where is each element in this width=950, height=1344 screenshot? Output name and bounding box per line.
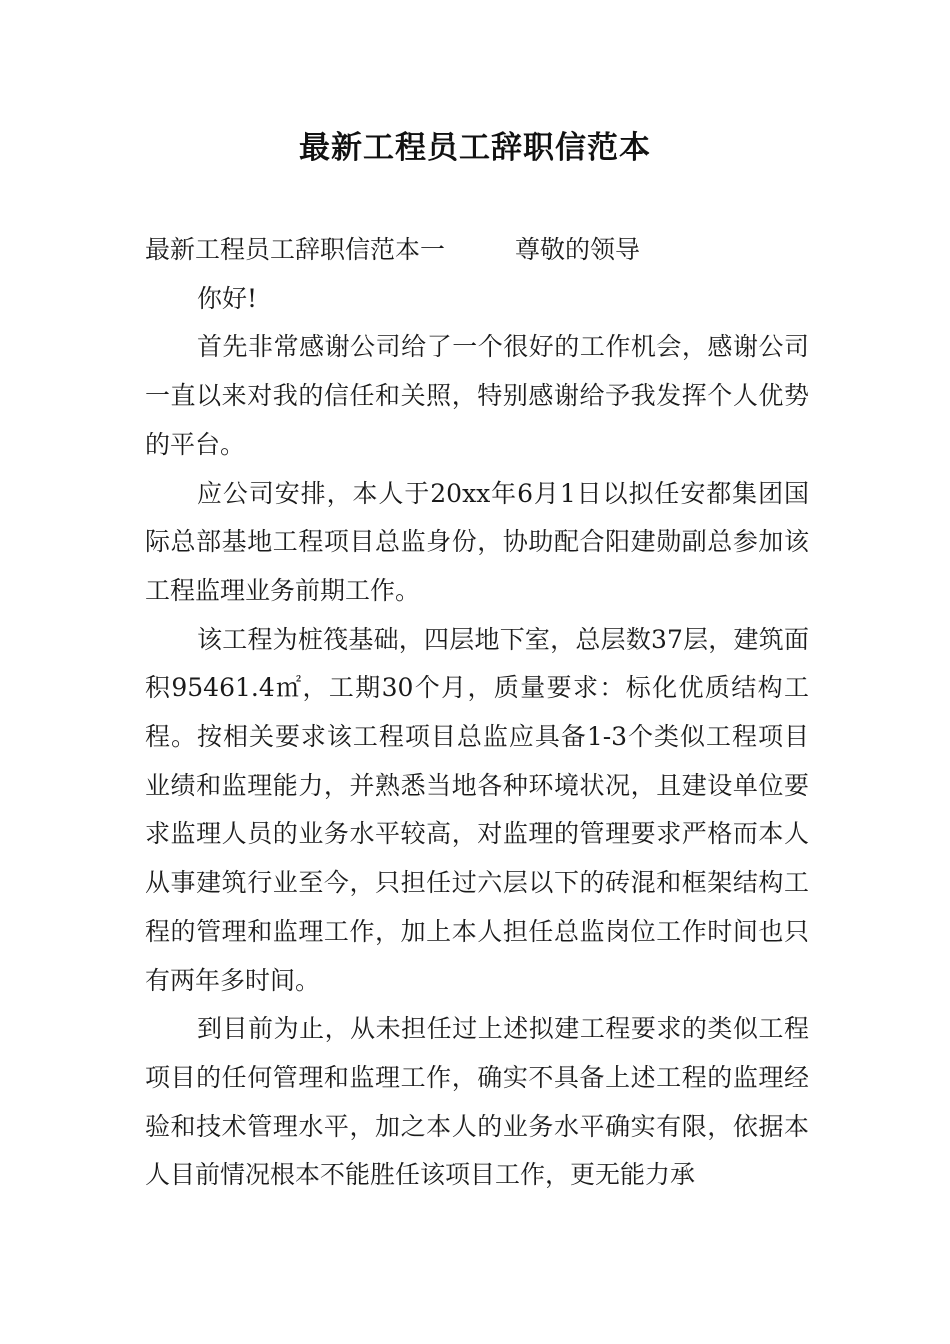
paragraph-3: 该工程为桩筏基础，四层地下室，总层数37层，建筑面积95461.4㎡，工期30个月，质量要求：标化优质结构工程。按相关要求该工程项目总监应具备1-3个类似工程项目业绩和监理能力，并熟悉当地各种环境状况，且建设单位要求监理人员的业务水平较高，对监理的管理要求严格而本人从事建筑行业至今，只担任过六层以下的砖混和框架结构工程的管理和监理工作，加上本人担任总监岗位工作时间也只有两年多时间。: [145, 624, 809, 995]
paragraph-1: 首先非常感谢公司给了一个很好的工作机会，感谢公司一直以来对我的信任和关照，特别感谢给予我发挥个人优势的平台。: [145, 332, 809, 459]
intro-left: 最新工程员工辞职信范本一: [145, 235, 446, 264]
paragraph-2: 应公司安排，本人于20xx年6月1日以拟任安都集团国际总部基地工程项目总监身份，协助配合阳建勋副总参加该工程监理业务前期工作。: [145, 478, 809, 605]
intro-line: [145, 226, 809, 275]
paragraph-4: 到目前为止，从未担任过上述拟建工程要求的类似工程项目的任何管理和监理工作，确实不具备上述工程的监理经验和技术管理水平，加之本人的业务水平确实有限，依据本人目前情况根本不能胜任该项目工作，更无能力承: [145, 1014, 809, 1190]
document-body: [145, 226, 809, 1200]
intro-right: 尊敬的领导: [515, 235, 641, 264]
document-title: 最新工程员工辞职信范本: [299, 130, 651, 166]
greeting: 你好!: [197, 283, 258, 313]
